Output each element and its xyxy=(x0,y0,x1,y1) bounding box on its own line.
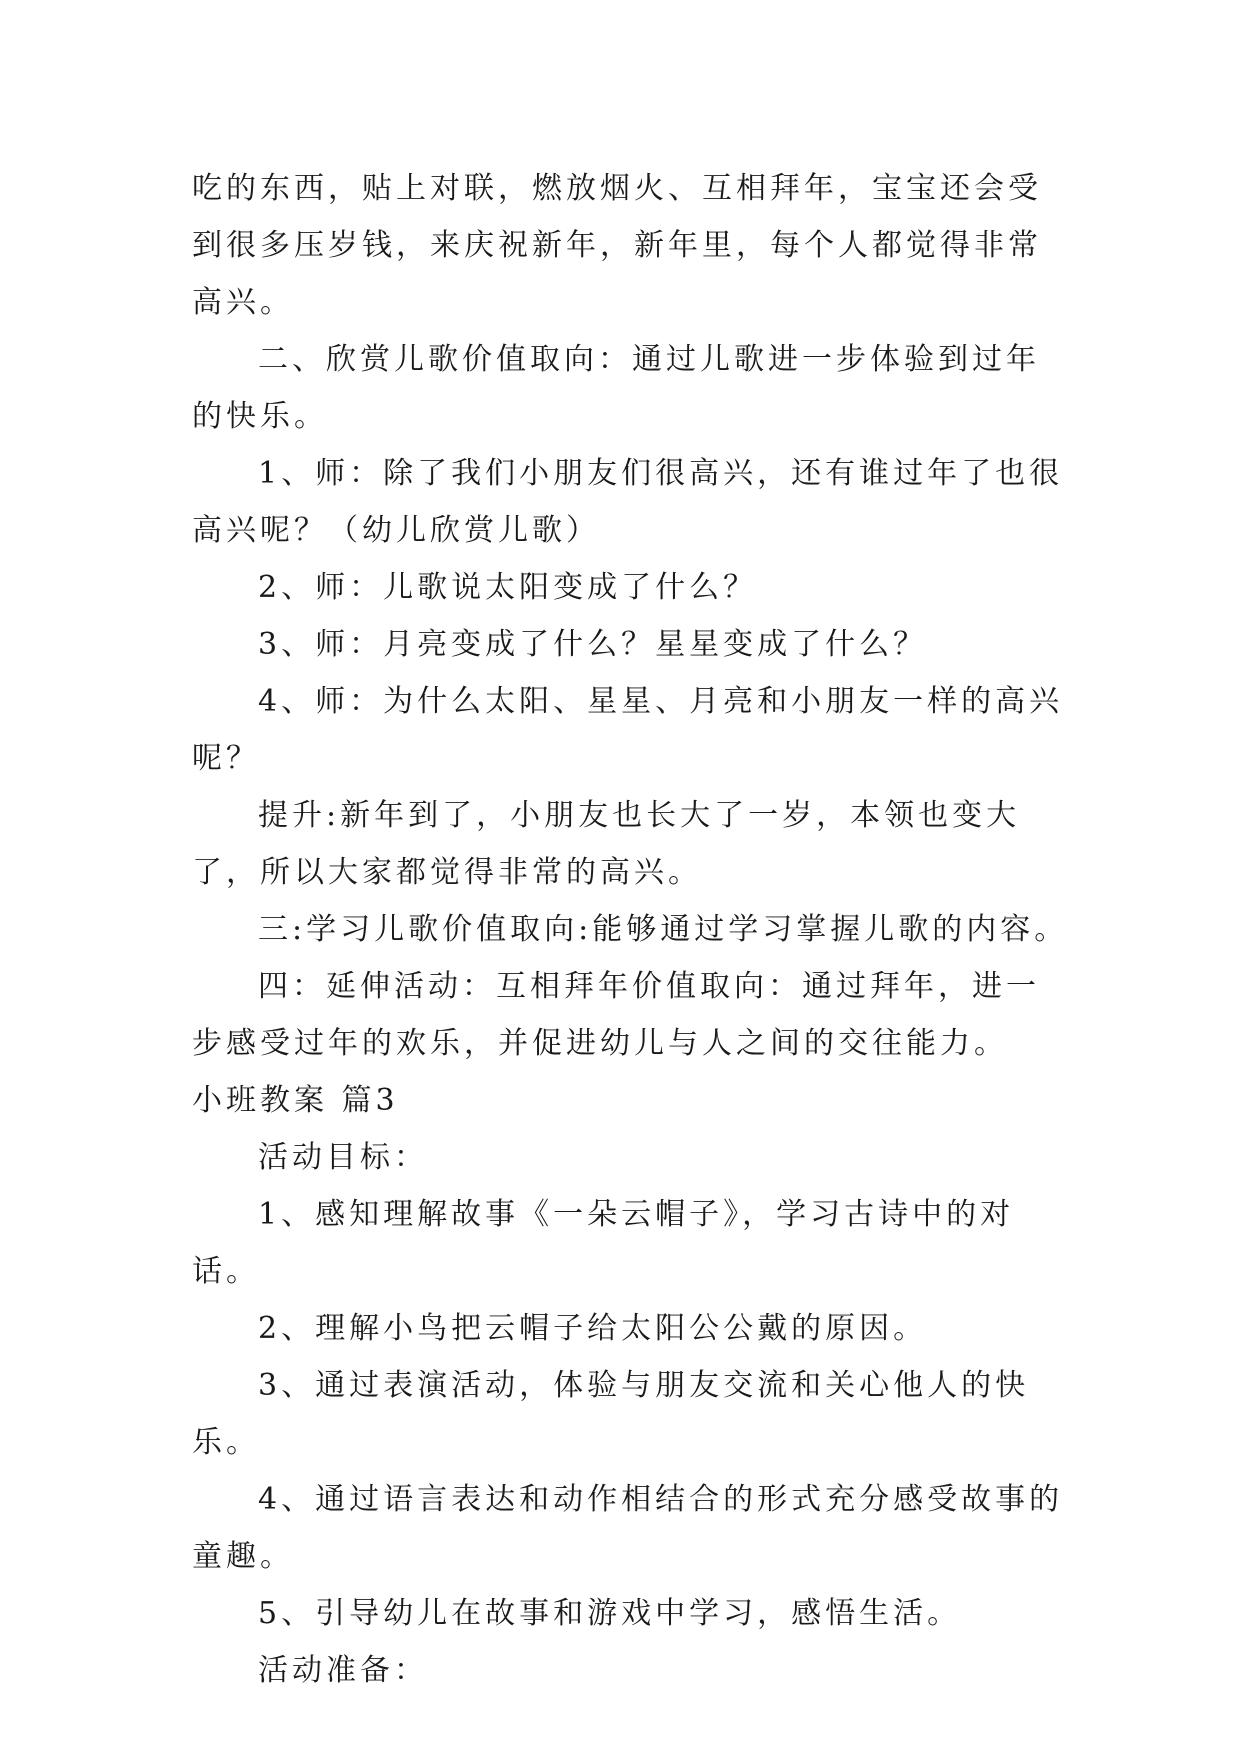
paragraph-question-1: 1、师：除了我们小朋友们很高兴，还有谁过年了也很高兴呢？（幼儿欣赏儿歌） xyxy=(192,456,1064,548)
paragraph-question-3: 3、师：月亮变成了什么？星星变成了什么？ xyxy=(258,627,928,662)
paragraph-question-4: 4、师：为什么太阳、星星、月亮和小朋友一样的高兴呢？ xyxy=(192,684,1064,776)
document-body xyxy=(192,160,1072,1699)
section-heading: 小班教案 篇3 xyxy=(192,1083,399,1118)
paragraph-preparation-title: 活动准备： xyxy=(258,1653,428,1688)
paragraph-section-three: 三:学习儿歌价值取向:能够通过学习掌握儿歌的内容。 xyxy=(258,912,1069,947)
paragraph-goal-3: 3、通过表演活动，体验与朋友交流和关心他人的快乐。 xyxy=(192,1368,1030,1460)
paragraph-goal-4: 4、通过语言表达和动作相结合的形式充分感受故事的童趣。 xyxy=(192,1482,1064,1574)
paragraph-goal-1: 1、感知理解故事《一朵云帽子》，学习古诗中的对话。 xyxy=(192,1197,1015,1289)
paragraph-continued: 吃的东西，贴上对联，燃放烟火、互相拜年，宝宝还会受到很多压岁钱，来庆祝新年，新年里，每个人都觉得非常高兴。 xyxy=(192,171,1042,320)
paragraph-goals-title: 活动目标： xyxy=(258,1140,428,1175)
paragraph-goal-5: 5、引导幼儿在故事和游戏中学习，感悟生活。 xyxy=(258,1596,962,1631)
paragraph-section-four: 四：延伸活动：互相拜年价值取向：通过拜年，进一步感受过年的欢乐，并促进幼儿与人之间的交往能力。 xyxy=(192,969,1040,1061)
paragraph-goal-2: 2、理解小鸟把云帽子给太阳公公戴的原因。 xyxy=(258,1311,928,1346)
paragraph-section-two: 二、欣赏儿歌价值取向：通过儿歌进一步体验到过年的快乐。 xyxy=(192,342,1040,434)
paragraph-summary: 提升:新年到了，小朋友也长大了一岁，本领也变大了，所以大家都觉得非常的高兴。 xyxy=(192,798,1021,890)
paragraph-question-2: 2、师：儿歌说太阳变成了什么？ xyxy=(258,570,758,605)
